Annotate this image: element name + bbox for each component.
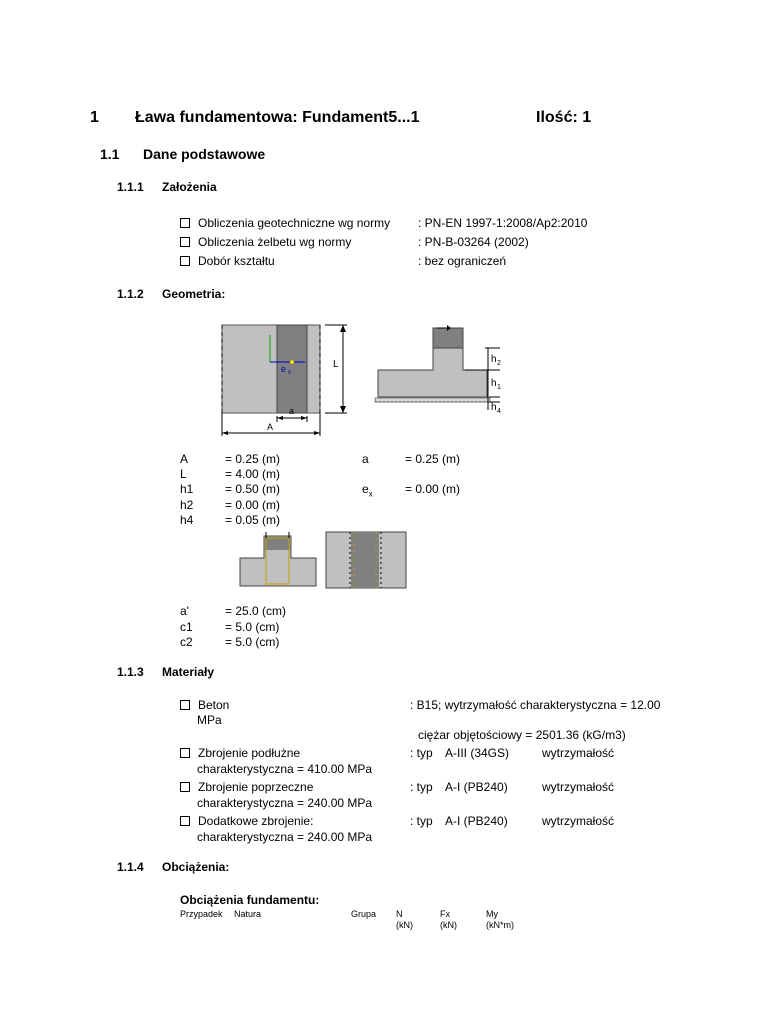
geometry-name: L — [180, 467, 187, 481]
column-header: My — [486, 909, 498, 919]
geometry-name: a' — [180, 604, 189, 618]
section-number: 1 — [90, 109, 99, 126]
material-strength: charakterystyczna = 240.00 MPa — [197, 830, 373, 844]
h1-label: h — [491, 378, 497, 389]
checkbox-icon — [180, 748, 190, 758]
assumption-value: : PN-B-03264 (2002) — [418, 235, 529, 249]
assumption-row — [180, 235, 351, 249]
section-title: Założenia — [162, 180, 217, 194]
svg-text:2: 2 — [497, 360, 501, 367]
column-header: Przypadek — [180, 909, 223, 919]
column-header: Grupa — [351, 909, 377, 919]
loads-title: Obciążenia fundamentu: — [180, 893, 320, 907]
material-strength: charakterystyczna = 240.00 MPa — [197, 796, 373, 810]
checkbox-icon — [180, 237, 190, 247]
material-typ: : typ — [410, 814, 433, 828]
geometry-value: = 5.0 (cm) — [225, 635, 280, 649]
material-label: Dodatkowe zbrojenie: — [198, 814, 314, 828]
geometry-value: = 5.0 (cm) — [225, 620, 280, 634]
section-number: 1.1.4 — [117, 860, 144, 874]
checkbox-icon — [180, 218, 190, 228]
assumption-value: : PN-EN 1997-1:2008/Ap2:2010 — [418, 216, 588, 230]
column-header: N — [396, 909, 403, 919]
geometry-value: = 4.00 (m) — [225, 467, 281, 481]
geometry-value: = 0.25 (m) — [405, 452, 461, 466]
ex-label: e — [281, 364, 287, 374]
h2-label: h — [491, 354, 497, 365]
material-row — [180, 814, 313, 828]
h4-label: h — [491, 402, 497, 413]
lean-concrete — [375, 398, 490, 402]
material-typ: : typ — [410, 746, 433, 760]
checkbox-icon — [180, 700, 190, 710]
svg-text:4: 4 — [497, 408, 501, 415]
l-dimension-label: L — [333, 359, 339, 370]
geometry-value: = 0.00 (m) — [405, 482, 461, 496]
column-unit: (kN) — [440, 920, 457, 930]
assumption-label: Obliczenia geotechniczne wg normy — [198, 216, 391, 230]
quantity-label: Ilość: 1 — [536, 109, 592, 126]
section-title: Materiały — [162, 665, 215, 679]
material-label: Beton — [198, 698, 230, 712]
section-number: 1.1 — [100, 146, 120, 162]
geometry-value: = 0.00 (m) — [225, 498, 281, 512]
geometry-value: = 0.25 (m) — [225, 452, 281, 466]
material-row — [180, 780, 313, 794]
geometry-name: h1 — [180, 482, 194, 496]
material-grade: A-I (PB240) — [445, 780, 508, 794]
geometry-name: a — [362, 452, 369, 466]
geometry-name: $e_x$ — [362, 482, 373, 499]
column-unit: (kN*m) — [486, 920, 514, 930]
section-title: Dane podstawowe — [143, 146, 266, 162]
assumption-label: Obliczenia żelbetu wg normy — [198, 235, 352, 249]
page-title: Ława fundamentowa: Fundament5...1 — [135, 109, 420, 126]
section-title: Geometria: — [162, 287, 226, 301]
material-row — [180, 698, 229, 712]
geometry-value: = 0.50 (m) — [225, 482, 281, 496]
reinforcement-cover-diagram — [238, 528, 408, 592]
material-label: Zbrojenie podłużne — [198, 746, 301, 760]
wall-section — [433, 328, 463, 348]
material-label: Zbrojenie poprzeczne — [198, 780, 314, 794]
material-value: : B15; wytrzymałość charakterystyczna = 12.00 — [410, 698, 661, 712]
checkbox-icon — [180, 256, 190, 266]
section-title: Obciążenia: — [162, 860, 230, 874]
geometry-name: h4 — [180, 513, 194, 527]
material-row — [180, 746, 300, 760]
material-grade: A-I (PB240) — [445, 814, 508, 828]
geometry-value: = 25.0 (cm) — [225, 604, 287, 618]
geometry-name: c1 — [180, 620, 193, 634]
geometry-value: = 0.05 (m) — [225, 513, 281, 527]
material-strength: charakterystyczna = 410.00 MPa — [197, 762, 373, 776]
material-unit: MPa — [197, 713, 222, 727]
a-dimension-label: a — [289, 406, 295, 416]
material-property: wytrzymałość — [542, 814, 615, 828]
svg-text:1: 1 — [497, 384, 501, 391]
section-number: 1.1.3 — [117, 665, 144, 679]
footing-geometry-diagram — [205, 310, 515, 445]
svg-text:x: x — [288, 370, 291, 376]
material-property: wytrzymałość — [542, 780, 615, 794]
big-a-dimension-label: A — [267, 422, 274, 432]
checkbox-icon — [180, 782, 190, 792]
assumption-row — [180, 216, 390, 230]
geometry-name: h2 — [180, 498, 194, 512]
section-number: 1.1.2 — [117, 287, 144, 301]
material-weight: ciężar objętościowy = 2501.36 (kG/m3) — [418, 728, 626, 742]
assumption-row — [180, 254, 275, 268]
material-grade: A-III (34GS) — [445, 746, 510, 760]
column-unit: (kN) — [396, 920, 413, 930]
assumption-label: Dobór kształtu — [198, 254, 275, 268]
material-property: wytrzymałość — [542, 746, 615, 760]
checkbox-icon — [180, 816, 190, 826]
geometry-name: A — [180, 452, 189, 466]
column-header: Natura — [234, 909, 262, 919]
column-header: Fx — [440, 909, 450, 919]
material-typ: : typ — [410, 780, 433, 794]
geometry-name: c2 — [180, 635, 193, 649]
assumption-value: : bez ograniczeń — [418, 254, 507, 268]
section-number: 1.1.1 — [117, 180, 144, 194]
